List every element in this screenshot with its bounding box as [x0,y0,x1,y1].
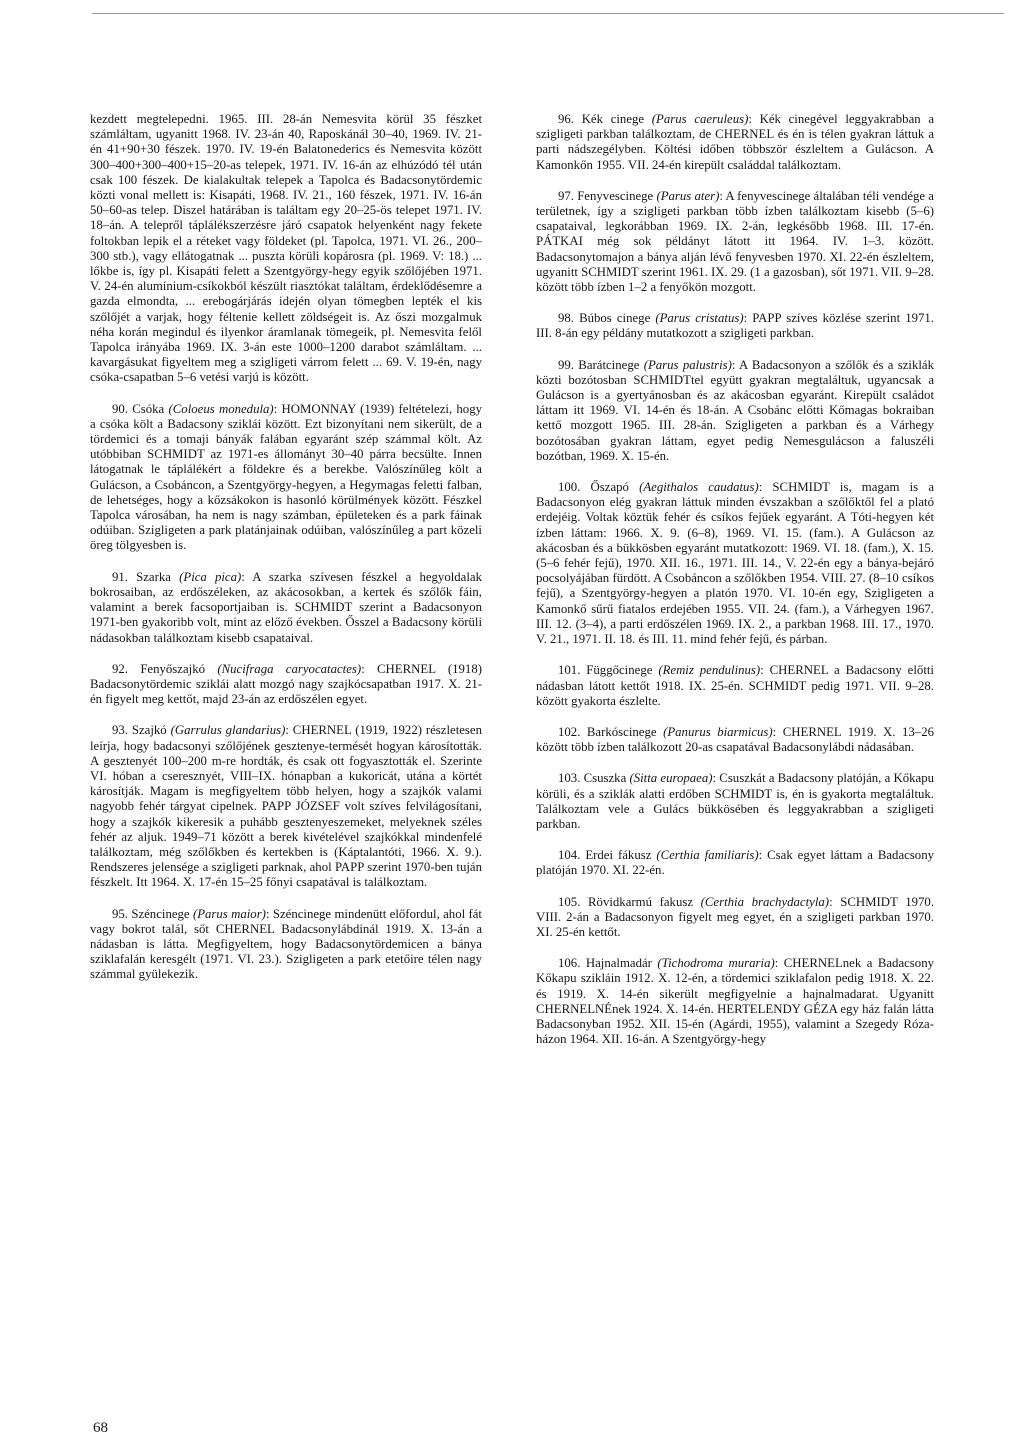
species-latin-name: (Parus cristatus) [655,311,744,326]
entry-text: : SCHMIDT 1970. VIII. 2-án a Badacsonyon figyelt meg egyet, én a szigligeti parkban 1970. XI. 25-én kettőt. [536,894,935,939]
entry-number: 93. Szajkó [112,723,171,738]
entry-number: 106. Hajnalmadár [558,956,658,971]
species-latin-name: (Panurus biarmicus) [663,724,773,739]
entry-text: : Csuszkát a Badacsony platóján, a Kőkapu körüli, és a sziklák alatti erdőben SCHMIDT is, én is gyakorta megtaláltuk. Találkoztam vele a Gulács bükkösében és leggyakrabban a szigligeti parkban. [536,771,934,831]
right-column [536,112,934,1047]
entry-105 [536,895,934,941]
entry-text: : Kék cinegével leggyakrabban a szigligeti parkban találkoztam, de CHERNEL és én is télen gyakran láttuk a parti nádszegélyben. Költési időben többször észleltem a Gulácson. A Kamonkőn 1955. VII. 24-én kirepült családdal találkoztam. [536,112,935,172]
species-latin-name: (Sitta europaea) [629,771,713,786]
entry-text: : A fenyvescinege általában téli vendége a területnek, így a szigligeti parkban több ízben találkoztam kisebb (5–6) csapataival, legkorábban 1969. IX. 2-án, legkésőbb 1968. III. 17-én. PÁTKAI még sok példányt látott itt 1964. IV. 1–3. között. Badacsonytomajon a bánya alján lévő fenyvesben 1970. XI. 22-én észleltem, ugyanitt SCHMIDT szerint 1961. IX. 29. (1 a gazosban), sőt 1971. VII. 9–28. között több ízben 1–2 a fenyőkön mozgott. [536,188,934,295]
entry-103 [536,771,934,832]
entry-number: 90. Csóka [112,401,169,416]
left-column [90,112,482,983]
entry-number: 91. Szarka [112,569,180,584]
species-latin-name: (Coloeus monedula) [168,401,274,416]
entry-98 [536,311,934,341]
entry-90 [90,402,482,554]
entry-text: : HOMONNAY (1939) feltételezi, hogy a csóka költ a Badacsony sziklái között. Ezt bizonyítani nem sikerült, de a tördemici és a tomaji bányák falában egyaránt szép számmal költ. Az utóbbiban SCHMIDT az 1971-es állományt 30–40 párra becsülte. Innen látogatnak le táplálékért a földekre és a berekbe. Valószínűleg költ a Gulácson, a Csobáncon, a Szentgyörgy-hegyen, a Hegymagas feletti falban, de lehetséges, hogy a kőzsákokon is hasonló körülmények között. Fészkel Tapolca városában, ha nem is nagy számban, épületeken és a park fáinak odúiban. Szigligeten a park platánjainak odúiban, valószínűleg a part közeli öreg tölgyesben is. [90,401,483,553]
entry-101 [536,663,934,709]
entry-number: 104. Erdei fákusz [558,848,657,863]
page-number: 68 [93,1420,108,1436]
entry-text: : CHERNEL 1919. X. 13–26 között több ízben találkozott 20-as csapatával Badacsonylábdi nádasában. [536,724,934,755]
entry-number: 95. Széncinege [112,906,193,921]
entry-text: : PAPP szíves közlése szerint 1971. III. 8-án egy példány mutatkozott a szigligeti parkban. [536,311,935,341]
entry-text: : CHERNEL a Badacsony előtti nádasban látott kettőt 1918. IX. 25-én. SCHMIDT pedig 1971. VII. 9–28. között gyakorta észlelte. [536,663,934,708]
entry-106 [536,956,934,1047]
entry-number: 98. Búbos cinege [558,311,656,326]
species-latin-name: (Pica pica) [179,569,242,584]
paragraph-continuation: kezdett megtelepedni. 1965. III. 28-án Nemesvita körül 35 fészket számláltam, ugyanitt 1968. IV. 23-án 40, Raposkánál 30–40, 1969. IV. 21-én 41+90+30 fészek. 1970. IV. 19-én Balatonederics és Nemesvita között 300–400+300–400+15–20-as telepek, 1971. IV. 16-án az elhúzódó tél után csak 100 fészek. De kialakultak telepek a Tapolca és Badacsonytördemic közti vonal mellett is: Kisapáti, 1968. IV. 21., 160 fészek, 1971. IV. 16-án 50–60-as telep. Diszel határában is találtam egy 20–25-ös telepet 1971. IV. 18–án. A telepről táplálékszerzésre járó csapatok helyenként nagy fekete foltokban lepik el a réteket vagy földeket (pl. Tapolca, 1971. VI. 26., 200–300 stb.), vagy ellátogatnak ... puszta körüli kopárosra (pl. 1969. V: 18.) ... lőkbe is, így pl. Kisapáti felett a Szentgyörgy-hegy egyik szőlőjében 1971. V. 24-én alumínium-csíkokból készült riasztókat találtam, érdeklődésemre a gazda elmondta, ... erebogárjárás idején olyan tömegben lepték el kis szőlőjét a varjak, hogy féltenie kellett zöldségeit is. Az őszi mozgalmuk néha korán megindul és ilyenkor áramlanak tömegeik, pl. Nemesvita felől Tapolca irányába 1969. IX. 3-án este 1000–1200 darabot számláltam. ... kavargásukat figyeltem meg a szigligeti várrom felett ... 69. V. 19-én, nagy csóka-csapatban 5–6 vetési varjú is között. [90,112,482,385]
species-latin-name: (Parus ater) [656,188,720,203]
species-latin-name: (Remiz pendulinus) [658,663,761,678]
species-latin-name: (Parus caeruleus) [651,112,749,126]
entry-92 [90,662,482,708]
entry-number: 101. Függőcinege [558,663,659,678]
species-latin-name: (Parus palustris) [643,357,732,372]
entry-number: 103. Csuszka [558,771,630,786]
entry-97 [536,189,934,295]
entry-number: 92. Fenyőszajkó [112,661,218,676]
entry-91 [90,570,482,646]
entry-number: 99. Barátcinege [558,357,644,372]
entry-number: 105. Rövidkarmú fakusz [558,894,701,909]
entry-number: 97. Fenyvescinege [558,188,657,203]
species-latin-name: (Aegithalos caudatus) [639,480,759,495]
entry-text: : CHERNEL (1918) Badacsonytördemic sziklái alatt mozgó nagy szajkócsapatban 1917. X. 21-én figyelt meg kettőt, majd 23-án az erdőszélen egyet. [90,661,482,707]
entry-100 [536,480,934,647]
entry-102 [536,725,934,755]
entry-96 [536,112,934,173]
species-latin-name: (Garrulus glandarius) [170,723,286,738]
species-latin-name: (Certhia familiaris) [656,848,759,863]
top-scan-rule [92,13,1004,14]
entry-104 [536,848,934,878]
species-latin-name: (Parus maior) [192,906,266,921]
entry-text: : SCHMIDT is, magam is a Badacsonyon elég gyakran láttuk minden évszakban a szőlőktől fel a plató erdejéig. Voltak köztük fehér és csíkos fejűek egyaránt. A Tóti-hegyen két ízben láttam: 1966. X. 9. (6–8), 1969. VI. 15. (fam.). A Gulácson az akácosban és a bükkösben egyaránt mutatkozott: 1969. VI. 18. (fam.), X. 15. (5–6 fehér fejű), 1970. XII. 16., 1971. III. 14., V. 22-én egy a bánya-bejáró pocsolyájában fürdött. A Csobáncon a szőlőkben 1954. VIII. 27. (8–10 csíkos fejű), a Szentgyörgy-hegyen a platón 1970. VI. 10-én egy, Szigligeten a Kamonkő sűrű fiatalos erdejében 1955. VII. 24. (fam.), a Várhegyen 1967. III. 12. (3–4), a parti erdőszélen 1969. IX. 2., a parkban 1968. III. 17., 1970. V. 21., 1971. II. 18. és III. 11. mind fehér fejű, és párban. [536,480,934,647]
entry-number: 100. Őszapó [558,480,640,495]
entry-text: : A szarka szívesen fészkel a hegyoldalak bokrosaiban, az erdőszéleken, az akácosokban, a kertek és szőlők fáin, valamint a berek facsoportjaiban is. SCHMIDT szerint a Badacsonyon 1971-ben gyakoribb volt, mint az előző években. Ősszel a Badacsony körüli nádasokban találkoztam kisebb csapataival. [90,569,482,645]
entry-text: : Széncinege mindenütt előfordul, ahol fát vagy bokrot talál, sőt CHERNEL Badacsonylábdinál 1919. X. 13-án a nádasban is látta. Megfigyeltem, hogy Badacsonytördemicen a bánya sziklafalán keresgélt (1971. VI. 23.). Szigligeten a park etetőire télen nagy számmal gyülekezik. [90,906,482,982]
entry-text: : Csak egyet láttam a Badacsony platóján 1970. XI. 22-én. [536,848,934,878]
entry-99 [536,358,934,464]
species-latin-name: (Nucifraga caryocatactes) [217,661,362,676]
entry-number: 96. Kék cinege [558,112,652,126]
entry-number: 102. Barkóscinege [558,724,664,739]
entry-95 [90,907,482,983]
entry-text: : CHERNEL (1919, 1922) részletesen leírja, hogy badacsonyi szőlőjének gesztenye-termését hogyan károsították. A gesztenyét 100–200 m-re hordták, és csak ott fogyasztották el. Szerinte VI. hóban a cseresznyét, VIII–IX. hónapban a kukoricát, utána a körtét károsítják. Magam is megfigyeltem több helyen, hogy a szajkók valami nagyobb fehér tárgyat cipelnek. PAPP JÓZSEF volt szíves felvilágosítani, hogy a szajkók kikeresik a puhább gesztenyeszemeket, melyeknek széles fehér az aljuk. 1949–71 között a berek kivételével szajkókkal mindenfelé találkoztam, még szőlőkben és kertekben is (Káptalantóti, 1966. X. 9.). Rendszeres jelensége a szigligeti parknak, ahol PAPP szerint 1970-ben tuján fészkelt. Itt 1964. X. 17-én 15–25 főnyi csapatával is találkoztam. [90,723,482,890]
species-latin-name: (Tichodroma muraria) [657,956,775,971]
entry-text: : CHERNELnek a Badacsony Kőkapu szikláin 1912. X. 12-én, a tördemici sziklafalon pedig 1918. X. 22. és 1919. X. 14-én sikerült megfigyelnie a hajnalmadarat. Ugyanitt CHERNELNÉnek 1924. X. 14-én. HERTELENDY GÉZA egy ház falán látta Badacsonyban 1952. XII. 15-én (Agárdi, 1955), valamint a Szegedy Róza-házon 1964. XII. 16-án. A Szentgyörgy-hegy [536,956,934,1047]
entry-text: : A Badacsonyon a szőlők és a sziklák közti bozótosban SCHMIDTtel együtt gyakran megtaláltuk, ugyancsak a Gulácson is a gyertyánosban és az akácosban egyaránt. Kirepült családot láttam itt 1969. VI. 14-én és 18-án. A Csobánc előtti Kőmagas bokraiban kettő mozgott 1965. III. 28-án. Szigligeten a parkban és a Várhegy bozótosában gyakran láttam, egyet pedig Nemesgulácson a faluszéli bozótban, 1969. X. 15-én. [536,357,934,463]
entry-93 [90,723,482,890]
species-latin-name: (Certhia brachydactyla) [700,894,830,909]
